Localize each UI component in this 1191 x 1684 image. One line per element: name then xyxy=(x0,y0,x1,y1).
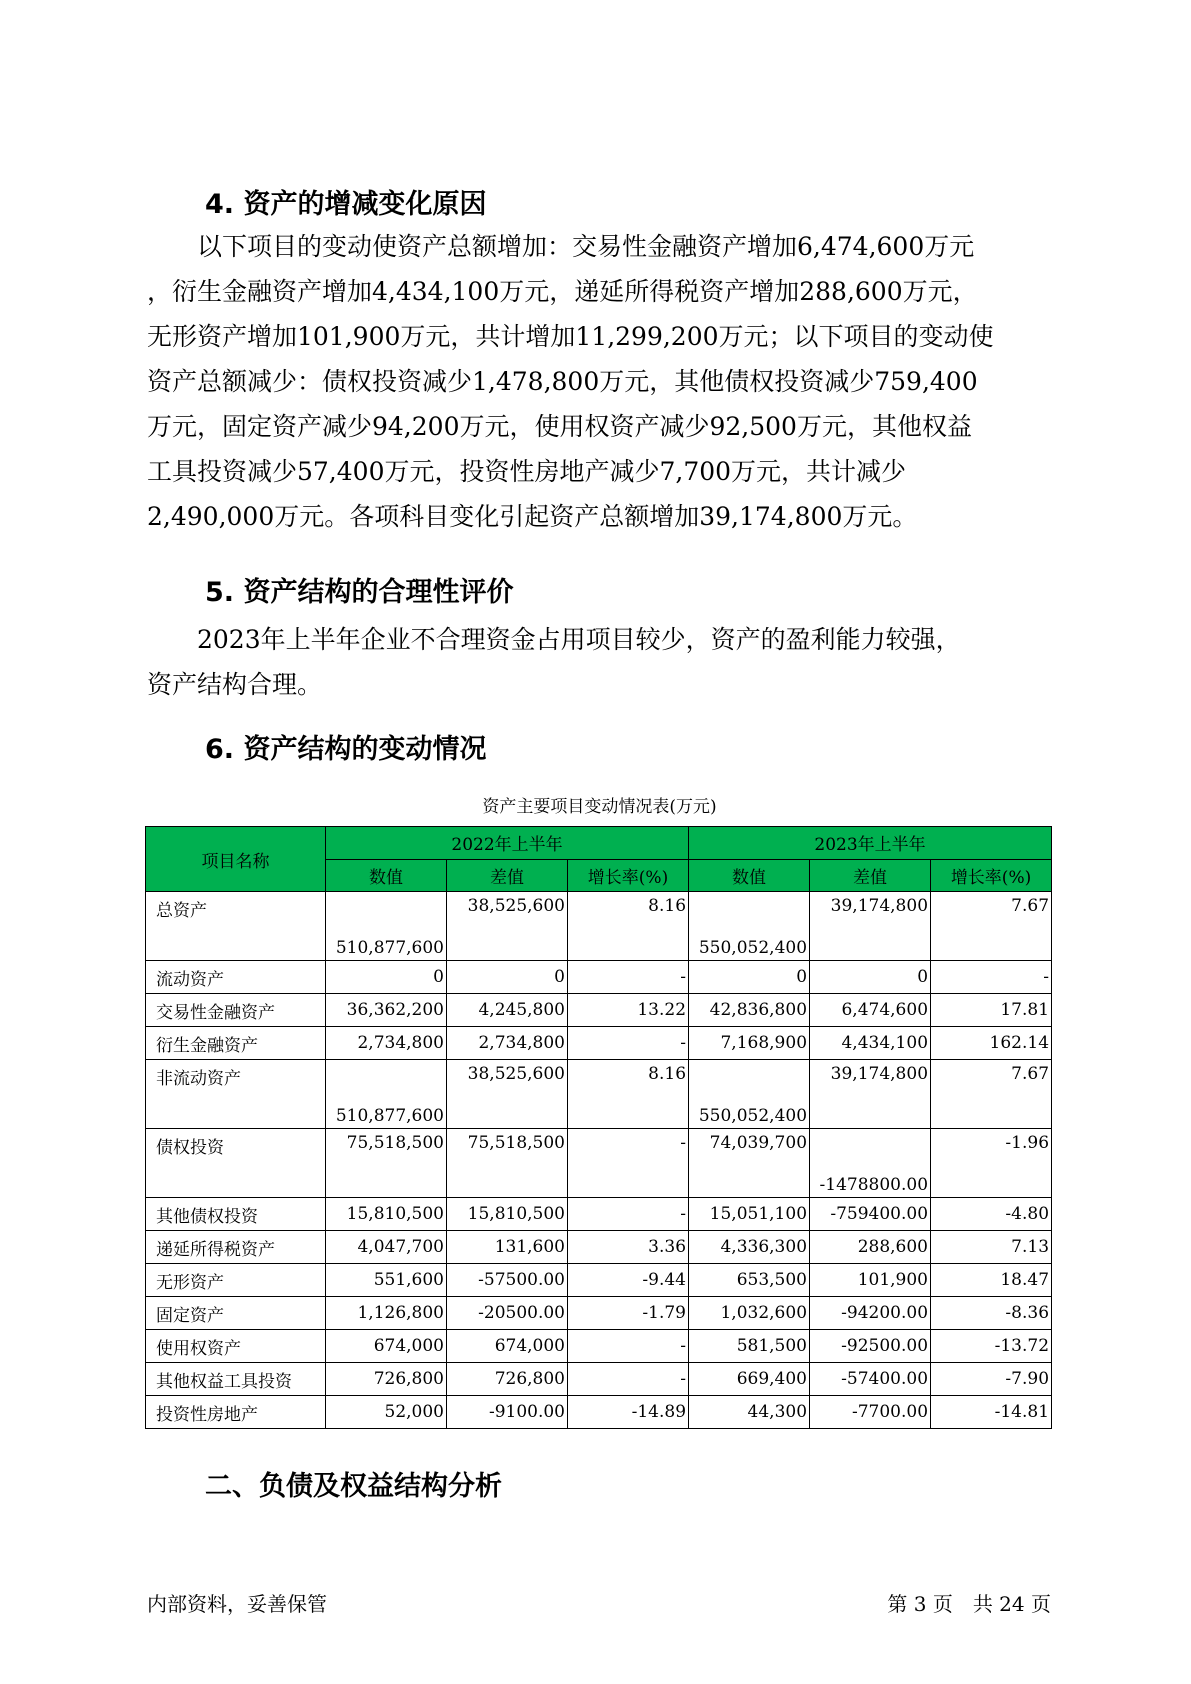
row-label: 投资性房地产 xyxy=(146,1396,326,1429)
cell-growth-2022: 13.22 xyxy=(568,994,689,1027)
asset-change-table xyxy=(145,826,1052,1429)
header-value-2023: 数值 xyxy=(689,859,810,892)
cell-value-2023: 44,300 xyxy=(689,1396,810,1429)
header-growth-2023: 增长率(%) xyxy=(931,859,1052,892)
cell-growth-2022: -9.44 xyxy=(568,1264,689,1297)
cell-diff-2022: 38,525,600 xyxy=(447,1060,568,1129)
cell-value-2023: 42,836,800 xyxy=(689,994,810,1027)
row-label: 总资产 xyxy=(146,892,326,961)
header-growth-2022: 增长率(%) xyxy=(568,859,689,892)
section-heading-asset-change-reasons: 4. 资产的增减变化原因 xyxy=(205,189,487,220)
paragraph-structure-evaluation xyxy=(147,617,1052,707)
cell-diff-2022: 75,518,500 xyxy=(447,1129,568,1198)
cell-growth-2023: - xyxy=(931,961,1052,994)
cell-value-2022: 36,362,200 xyxy=(326,994,447,1027)
table-row xyxy=(146,1264,1052,1297)
row-label: 其他权益工具投资 xyxy=(146,1363,326,1396)
table-row xyxy=(146,1330,1052,1363)
cell-growth-2022: - xyxy=(568,961,689,994)
cell-diff-2022: 38,525,600 xyxy=(447,892,568,961)
cell-value-2022: 551,600 xyxy=(326,1264,447,1297)
cell-diff-2022: 131,600 xyxy=(447,1231,568,1264)
footer-confidential-note: 内部资料，妥善保管 xyxy=(147,1592,327,1616)
table-row xyxy=(146,1396,1052,1429)
cell-value-2022: 674,000 xyxy=(326,1330,447,1363)
table-body xyxy=(146,892,1052,1429)
cell-value-2022: 2,734,800 xyxy=(326,1027,447,1060)
cell-value-2022: 15,810,500 xyxy=(326,1198,447,1231)
table-row xyxy=(146,961,1052,994)
chapter-heading-liabilities-equity: 二、负债及权益结构分析 xyxy=(205,1471,502,1502)
table-caption: 资产主要项目变动情况表(万元) xyxy=(482,797,717,817)
cell-value-2023: 4,336,300 xyxy=(689,1231,810,1264)
table-row xyxy=(146,1129,1052,1198)
row-label: 固定资产 xyxy=(146,1297,326,1330)
paragraph-line: 2,490,000万元。各项科目变化引起资产总额增加39,174,800万元。 xyxy=(147,502,918,531)
table-header xyxy=(146,827,1052,892)
row-label: 交易性金融资产 xyxy=(146,994,326,1027)
cell-diff-2023: 0 xyxy=(810,961,931,994)
cell-growth-2023: 162.14 xyxy=(931,1027,1052,1060)
cell-diff-2022: 15,810,500 xyxy=(447,1198,568,1231)
table-row xyxy=(146,1297,1052,1330)
paragraph-line: 资产总额减少：债权投资减少1,478,800万元，其他债权投资减少759,400 xyxy=(147,367,978,396)
cell-diff-2022: 0 xyxy=(447,961,568,994)
cell-growth-2022: -14.89 xyxy=(568,1396,689,1429)
cell-growth-2023: 7.67 xyxy=(931,1060,1052,1129)
section-heading-structure-changes: 6. 资产结构的变动情况 xyxy=(205,734,487,765)
cell-diff-2023: 4,434,100 xyxy=(810,1027,931,1060)
cell-diff-2022: 726,800 xyxy=(447,1363,568,1396)
cell-diff-2022: -9100.00 xyxy=(447,1396,568,1429)
paragraph-line: 资产结构合理。 xyxy=(147,670,323,699)
section-heading-structure-evaluation: 5. 资产结构的合理性评价 xyxy=(205,577,514,608)
row-label: 使用权资产 xyxy=(146,1330,326,1363)
paragraph-line: 无形资产增加101,900万元，共计增加11,299,200万元；以下项目的变动使 xyxy=(147,322,994,351)
cell-diff-2022: 674,000 xyxy=(447,1330,568,1363)
cell-diff-2022: 4,245,800 xyxy=(447,994,568,1027)
table-row xyxy=(146,1231,1052,1264)
table-row xyxy=(146,1363,1052,1396)
cell-value-2023: 0 xyxy=(689,961,810,994)
cell-value-2022: 52,000 xyxy=(326,1396,447,1429)
paragraph-asset-change-reasons xyxy=(147,224,1052,539)
cell-value-2023: 7,168,900 xyxy=(689,1027,810,1060)
header-value-2022: 数值 xyxy=(326,859,447,892)
cell-diff-2023: 39,174,800 xyxy=(810,1060,931,1129)
cell-diff-2023: -7700.00 xyxy=(810,1396,931,1429)
table-row xyxy=(146,1060,1052,1129)
cell-value-2022: 4,047,700 xyxy=(326,1231,447,1264)
cell-diff-2022: -57500.00 xyxy=(447,1264,568,1297)
header-period-2022: 2022年上半年 xyxy=(326,827,689,860)
cell-value-2022: 726,800 xyxy=(326,1363,447,1396)
row-label: 无形资产 xyxy=(146,1264,326,1297)
paragraph-line: 以下项目的变动使资产总额增加：交易性金融资产增加6,474,600万元 xyxy=(197,232,975,261)
cell-growth-2022: - xyxy=(568,1129,689,1198)
cell-growth-2023: -1.96 xyxy=(931,1129,1052,1198)
cell-growth-2023: -8.36 xyxy=(931,1297,1052,1330)
cell-growth-2022: - xyxy=(568,1027,689,1060)
cell-value-2023: 653,500 xyxy=(689,1264,810,1297)
cell-growth-2022: - xyxy=(568,1198,689,1231)
footer-page-number: 第 3 页 共 24 页 xyxy=(887,1592,1051,1616)
header-item-name: 项目名称 xyxy=(146,827,326,892)
cell-growth-2023: -14.81 xyxy=(931,1396,1052,1429)
row-label: 流动资产 xyxy=(146,961,326,994)
cell-value-2023: 581,500 xyxy=(689,1330,810,1363)
cell-value-2023: 550,052,400 xyxy=(689,892,810,961)
cell-growth-2023: 18.47 xyxy=(931,1264,1052,1297)
cell-diff-2023: 101,900 xyxy=(810,1264,931,1297)
cell-growth-2023: -7.90 xyxy=(931,1363,1052,1396)
cell-value-2023: 15,051,100 xyxy=(689,1198,810,1231)
row-label: 衍生金融资产 xyxy=(146,1027,326,1060)
cell-growth-2023: 7.67 xyxy=(931,892,1052,961)
cell-growth-2022: 3.36 xyxy=(568,1231,689,1264)
cell-growth-2023: 7.13 xyxy=(931,1231,1052,1264)
header-diff-2022: 差值 xyxy=(447,859,568,892)
cell-value-2022: 75,518,500 xyxy=(326,1129,447,1198)
cell-value-2022: 1,126,800 xyxy=(326,1297,447,1330)
cell-diff-2023: 39,174,800 xyxy=(810,892,931,961)
cell-diff-2023: -759400.00 xyxy=(810,1198,931,1231)
cell-growth-2023: -4.80 xyxy=(931,1198,1052,1231)
cell-growth-2022: 8.16 xyxy=(568,1060,689,1129)
paragraph-line: 工具投资减少57,400万元，投资性房地产减少7,700万元，共计减少 xyxy=(147,457,907,486)
header-period-2023: 2023年上半年 xyxy=(689,827,1052,860)
cell-growth-2022: - xyxy=(568,1363,689,1396)
header-diff-2023: 差值 xyxy=(810,859,931,892)
cell-value-2022: 510,877,600 xyxy=(326,1060,447,1129)
paragraph-line: 万元，固定资产减少94,200万元，使用权资产减少92,500万元，其他权益 xyxy=(147,412,972,441)
cell-growth-2023: -13.72 xyxy=(931,1330,1052,1363)
table-row xyxy=(146,892,1052,961)
row-label: 债权投资 xyxy=(146,1129,326,1198)
cell-diff-2023: 288,600 xyxy=(810,1231,931,1264)
cell-diff-2023: -92500.00 xyxy=(810,1330,931,1363)
cell-value-2023: 669,400 xyxy=(689,1363,810,1396)
cell-value-2022: 510,877,600 xyxy=(326,892,447,961)
cell-growth-2023: 17.81 xyxy=(931,994,1052,1027)
cell-diff-2023: -1478800.00 xyxy=(810,1129,931,1198)
row-label: 其他债权投资 xyxy=(146,1198,326,1231)
table-row xyxy=(146,1027,1052,1060)
cell-diff-2022: 2,734,800 xyxy=(447,1027,568,1060)
paragraph-line: ，衍生金融资产增加4,434,100万元，递延所得税资产增加288,600万元， xyxy=(147,277,978,306)
table-row xyxy=(146,994,1052,1027)
cell-diff-2023: -94200.00 xyxy=(810,1297,931,1330)
cell-growth-2022: - xyxy=(568,1330,689,1363)
cell-value-2023: 1,032,600 xyxy=(689,1297,810,1330)
cell-value-2023: 74,039,700 xyxy=(689,1129,810,1198)
cell-growth-2022: 8.16 xyxy=(568,892,689,961)
cell-diff-2022: -20500.00 xyxy=(447,1297,568,1330)
paragraph-line: 2023年上半年企业不合理资金占用项目较少，资产的盈利能力较强， xyxy=(197,625,961,654)
row-label: 递延所得税资产 xyxy=(146,1231,326,1264)
cell-diff-2023: -57400.00 xyxy=(810,1363,931,1396)
table-row xyxy=(146,1198,1052,1231)
cell-growth-2022: -1.79 xyxy=(568,1297,689,1330)
cell-diff-2023: 6,474,600 xyxy=(810,994,931,1027)
row-label: 非流动资产 xyxy=(146,1060,326,1129)
cell-value-2022: 0 xyxy=(326,961,447,994)
cell-value-2023: 550,052,400 xyxy=(689,1060,810,1129)
